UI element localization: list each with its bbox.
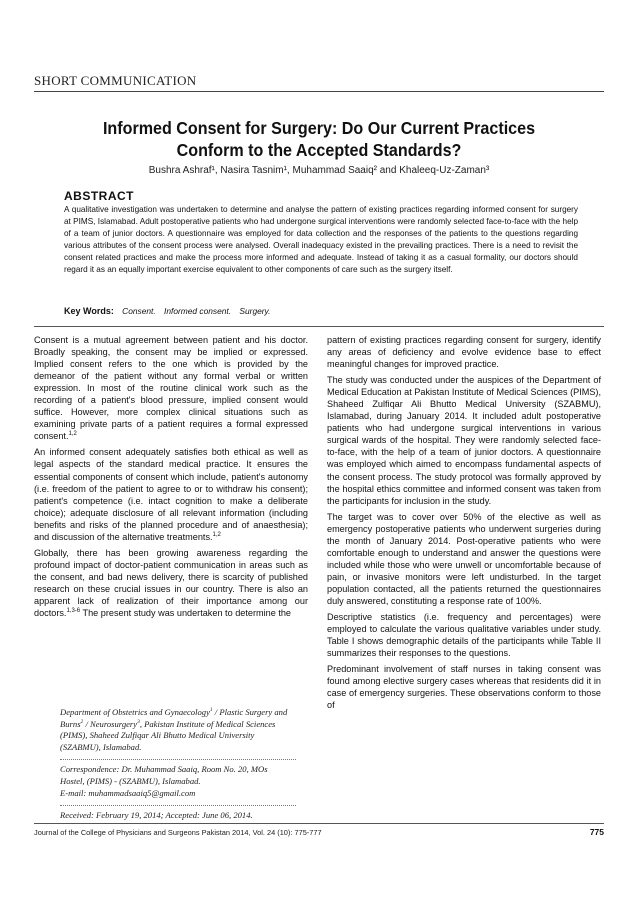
dotted-divider bbox=[60, 759, 296, 760]
body-divider bbox=[34, 326, 604, 327]
footer-divider bbox=[34, 823, 604, 824]
keyword: Consent. bbox=[122, 306, 156, 316]
keyword: Informed consent. bbox=[164, 306, 232, 316]
keywords-label: Key Words: bbox=[64, 306, 114, 316]
body-paragraph: Predominant involvement of staff nurses in taking consent was found among elective surgery cases whereas that residents did it in case of emergency surgeries. These observations conform to those of bbox=[327, 664, 601, 711]
dotted-divider bbox=[60, 805, 296, 806]
citation: 1,3-6 bbox=[66, 607, 81, 614]
body-paragraph: Consent is a mutual agreement between patient and his doctor. Broadly speaking, the consent may be implied or expressed. Implied consent refers to the one which is provided by the demeanor of the patient without any formal verbal or written expression. In most of the routine clinical work such as the recording of a patient's blood pressure, implied consent would suffice. However, more complex clinical situations such as examining private parts of a patient requires a formal expressed consent.$^{1,2}$ bbox=[34, 335, 308, 442]
citation: 1,2 bbox=[212, 531, 221, 538]
section-label: SHORT COMMUNICATION bbox=[34, 73, 197, 88]
body-paragraph: The target was to cover over 50% of the elective as well as emergency postoperative patients who underwent surgeries during the month of January 2014. Post-operative patients who were comfortable enough to understand and answer the questions were included while those who were unwell or uncomfortable because of pain, or invasive monitors were left undisturbed. In the target population contacted, all the patients returned the questionnaires duly answered, constituting a response rate of 100%. bbox=[327, 511, 601, 606]
abstract-text: A qualitative investigation was undertaken to determine and analyse the pattern of existing practices regarding informed consent for surgery at PIMS, Islamabad. Adult postoperative patients who had undergone surgical interventions were randomly selected face-to-face with the help of a team of junior doctors. A questionnaire was employed for data collection and the responses of the patients to the questions regarding various attributes of the consent process were analysed. Overall inadequacy existed in the prevailing practices. There is a need to revisit the consent related practices and make the process more informed and adequate. Instead of taking it as a casual formality, our doctors should regard it as an equally important exercise equivalent to other components of care such as the surgery itself. bbox=[64, 205, 578, 274]
author-list: Bushra Ashraf¹, Nasira Tasnim¹, Muhammad Saaiq² and Khaleeq-Uz-Zaman³ bbox=[148, 165, 490, 176]
title-line-2: Conform to the Accepted Standards? bbox=[176, 140, 462, 160]
affiliation-box bbox=[60, 705, 296, 826]
affiliation-departments: Department of Obstetrics and Gynaecology$^1$ / Plastic Surgery and Burns$^2$ / Neurosurgery$^3$, Pakistan Institute of Medical Sciences (PIMS), Shaheed Zulfiqar Ali Bhutto Medical University (SZABMU), Islamabad. bbox=[60, 707, 288, 752]
citation: 1,2 bbox=[68, 431, 77, 438]
body-paragraph: Globally, there has been growing awareness regarding the profound impact of doctor-patient communication in areas such as the consent, and bad news delivery, there is scarcity of published research on these crucial issues in our country. There is also an apparent lack of realization of their importance among our doctors.$^{1,3-6}$ The present study was undertaken to determine the bbox=[34, 547, 308, 619]
right-column bbox=[327, 334, 601, 715]
email: E-mail: muhammadsaaiq5@gmail.com bbox=[60, 787, 196, 798]
correspondence: Correspondence: Dr. Muhammad Saaiq, Room No. 20, MOs Hostel, (PIMS) - (SZABMU), Islamabad. E-mail: muhammadsaaiq5@gmail.com bbox=[60, 762, 296, 803]
page-number: 775 bbox=[589, 827, 604, 837]
body-paragraph: pattern of existing practices regarding consent for surgery, identify any areas of deficiency and evolve evidence base to effect meaningful changes for improved practice. bbox=[327, 335, 601, 370]
received-dates: Received: February 19, 2014; Accepted: June 06, 2014. bbox=[60, 810, 253, 821]
left-column bbox=[34, 334, 308, 623]
abstract-heading: ABSTRACT bbox=[64, 189, 134, 203]
article-title bbox=[57, 117, 581, 161]
title-line-1: Informed Consent for Surgery: Do Our Current Practices bbox=[102, 118, 536, 138]
keyword: Surgery. bbox=[239, 306, 271, 316]
keywords-line bbox=[64, 306, 276, 316]
body-paragraph: The study was conducted under the auspices of the Department of Medical Education at Pakistan Institute of Medical Sciences (PIMS), Shaheed Zulfiqar Ali Bhutto Medical University (SZABMU), Islamabad, during January 2014. It included adult postoperative patients who had undergone surgical interventions in various surgical wards of the hospital. They were randomly selected face-to-face, with the help of a team of junior doctors. A questionnaire was employed which aimed to encompass fundamental aspects of the consent process. The study protocol was formally approved by the hospital ethics committee and informed consent was taken from the participants for inclusion in the study. bbox=[327, 375, 601, 506]
body-paragraph: Descriptive statistics (i.e. frequency and percentages) were employed to calculate the various qualitative variables under study. Table I shows demographic details of the participants while Table II summarizes their responses to the questions. bbox=[327, 612, 601, 659]
journal-citation: Journal of the College of Physicians and Surgeons Pakistan 2014, Vol. 24 (10): 775-777 bbox=[34, 828, 322, 837]
body-paragraph: An informed consent adequately satisfies both ethical as well as legal aspects of the standard medical practice. It ensures the essential components of consent which include, patient's autonomy (i.e. freedom of the patient to agree to or to withdraw his consent); patient's competence (i.e. intact cognition to make a deliberate choice); adequate disclosure of all relevant information (including benefits and risks of the planned procedure and of anaesthesia); and discussion of the alternative treatments.$^{1,2}$ bbox=[34, 447, 308, 542]
section-divider bbox=[34, 91, 604, 92]
